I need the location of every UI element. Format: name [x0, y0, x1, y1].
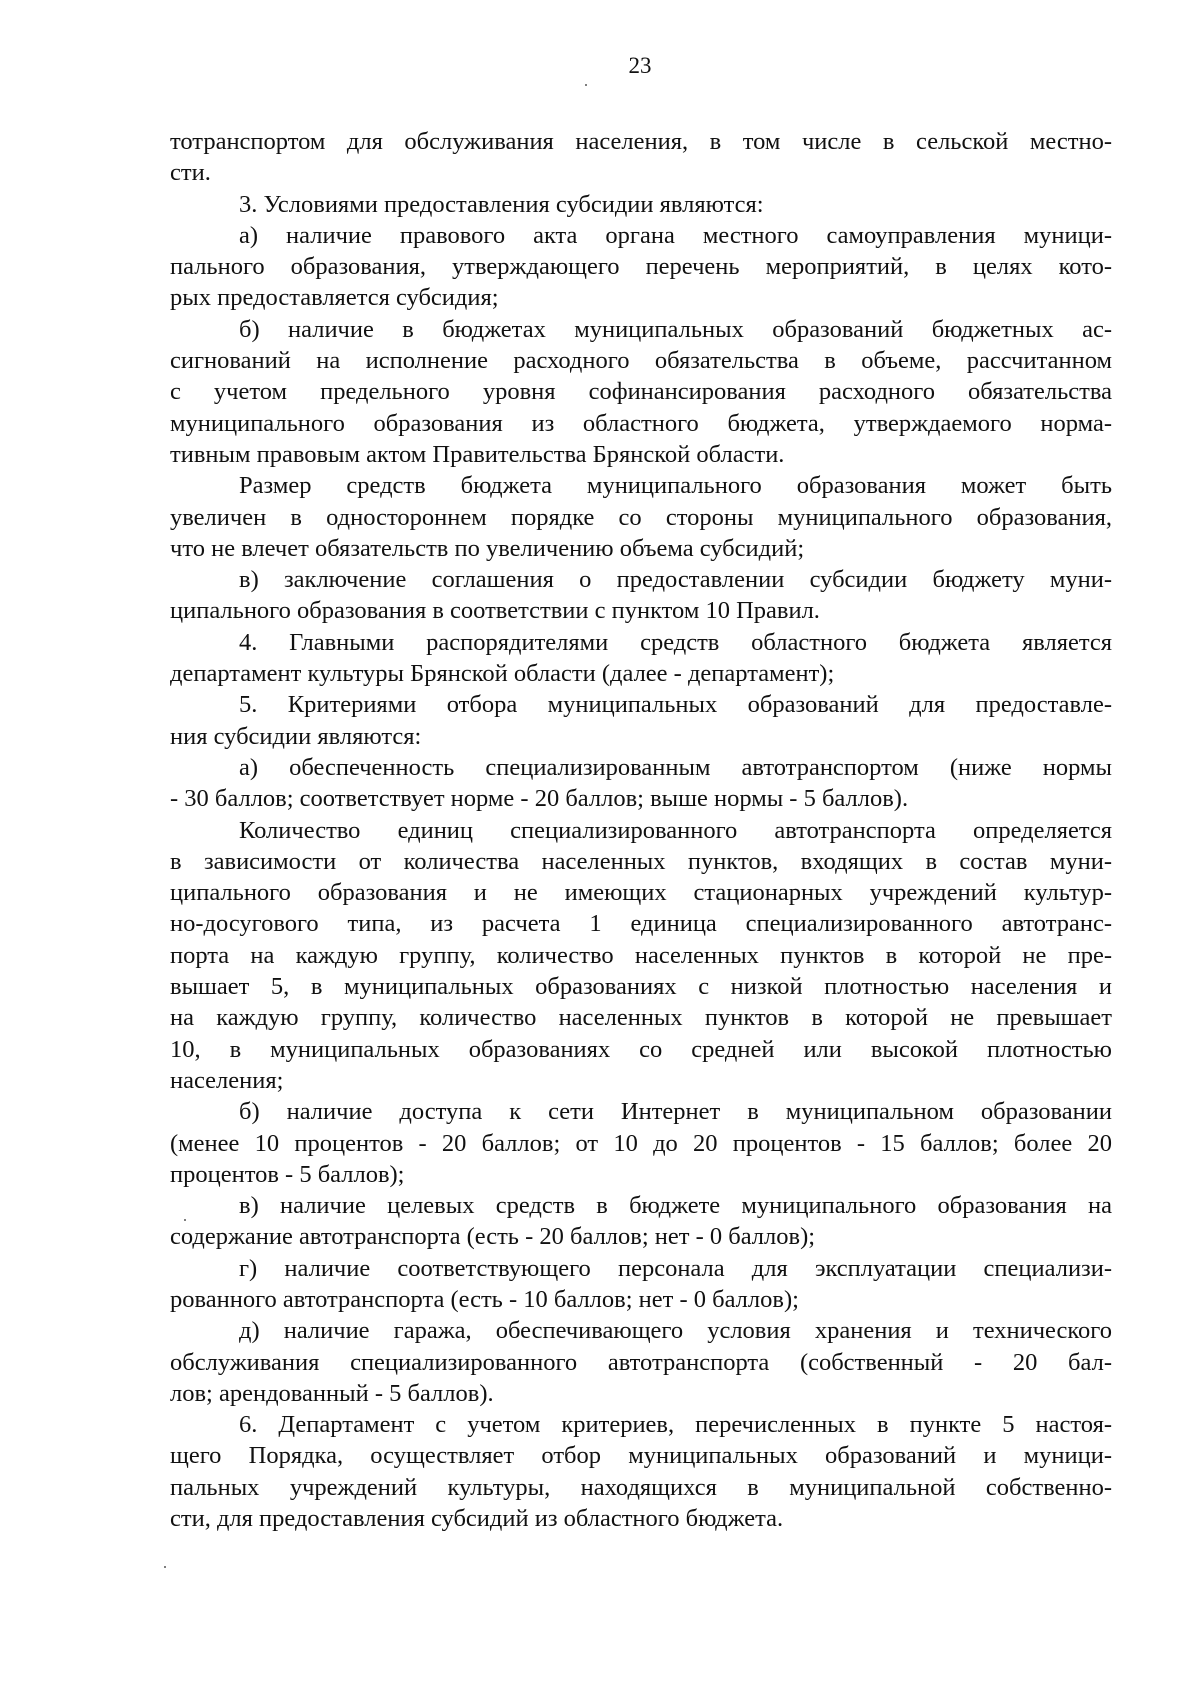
text-line: рых предоставляется субсидия;	[170, 284, 499, 312]
text-line: на каждую группу, количество населенных пунктов в которой не превышает	[170, 1004, 1112, 1032]
scan-speck	[585, 84, 587, 86]
page-number: 23	[628, 53, 652, 78]
document-body	[170, 126, 1112, 1534]
text-line: населения;	[170, 1066, 284, 1094]
text-line: обслуживания специализированного автотранспорта (собственный - 20 бал-	[170, 1348, 1112, 1376]
text-line: в) заключение соглашения о предоставлении субсидии бюджету муни-	[239, 566, 1112, 594]
text-line: содержание автотранспорта (есть - 20 баллов; нет - 0 баллов);	[170, 1223, 816, 1251]
text-line: Размер средств бюджета муниципального образования может быть	[239, 472, 1112, 500]
text-line: лов; арендованный - 5 баллов).	[170, 1379, 494, 1407]
text-line: - 30 баллов; соответствует норме - 20 баллов; выше нормы - 5 баллов).	[170, 785, 909, 813]
text-line: 3. Условиями предоставления субсидии являются:	[239, 190, 764, 218]
text-line: 4. Главными распорядителями средств областного бюджета является	[239, 628, 1112, 656]
text-line: а) обеспеченность специализированным автотранспортом (ниже нормы	[239, 753, 1112, 781]
text-line: ципального образования в соответствии с пунктом 10 Правил.	[170, 597, 820, 625]
text-line: но-досугового типа, из расчета 1 единица специализированного автотранс-	[170, 910, 1112, 938]
scan-speck	[184, 1219, 186, 1221]
text-line: пальных учреждений культуры, находящихся в муниципальной собственно-	[170, 1473, 1112, 1501]
text-line: 5. Критериями отбора муниципальных образований для предоставле-	[239, 691, 1112, 719]
text-line: сти.	[170, 159, 211, 187]
text-line: а) наличие правового акта органа местного самоуправления муници-	[239, 221, 1112, 249]
text-line: б) наличие в бюджетах муниципальных образований бюджетных ас-	[239, 315, 1112, 343]
text-line: с учетом предельного уровня софинансирования расходного обязательства	[170, 378, 1112, 406]
text-line: (менее 10 процентов - 20 баллов; от 10 до 20 процентов - 15 баллов; более 20	[170, 1129, 1112, 1157]
text-line: рованного автотранспорта (есть - 10 баллов; нет - 0 баллов);	[170, 1285, 799, 1313]
text-line: 10, в муниципальных образованиях со средней или высокой плотностью	[170, 1035, 1112, 1063]
text-line: пального образования, утверждающего перечень мероприятий, в целях кото-	[170, 253, 1112, 281]
text-line: муниципального образования из областного бюджета, утверждаемого норма-	[170, 409, 1112, 437]
text-line: тивным правовым актом Правительства Брянской области.	[170, 440, 785, 468]
text-line: процентов - 5 баллов);	[170, 1160, 405, 1188]
text-line: б) наличие доступа к сети Интернет в муниципальном образовании	[239, 1098, 1112, 1126]
text-line: увеличен в одностороннем порядке со стороны муниципального образования,	[170, 503, 1112, 531]
text-line: тотранспортом для обслуживания населения, в том числе в сельской местно-	[170, 128, 1112, 155]
text-line: в) наличие целевых средств в бюджете муниципального образования на	[239, 1192, 1112, 1220]
text-line: в зависимости от количества населенных пунктов, входящих в состав муни-	[170, 847, 1112, 875]
text-line: Количество единиц специализированного автотранспорта определяется	[239, 816, 1112, 844]
text-line: ципального образования и не имеющих стационарных учреждений культур-	[170, 879, 1112, 907]
text-line: сигнований на исполнение расходного обязательства в объеме, рассчитанном	[170, 347, 1112, 375]
text-line: вышает 5, в муниципальных образованиях с низкой плотностью населения и	[170, 973, 1112, 1001]
text-line: порта на каждую группу, количество населенных пунктов в которой не пре-	[170, 941, 1112, 969]
text-line: сти, для предоставления субсидий из областного бюджета.	[170, 1505, 784, 1533]
text-line: департамент культуры Брянской области (далее - департамент);	[170, 660, 835, 688]
text-line: ния субсидии являются:	[170, 722, 422, 750]
text-line: 6. Департамент с учетом критериев, перечисленных в пункте 5 настоя-	[239, 1411, 1112, 1439]
text-line: г) наличие соответствующего персонала для эксплуатации специализи-	[239, 1254, 1112, 1282]
text-line: щего Порядка, осуществляет отбор муниципальных образований и муници-	[170, 1442, 1112, 1470]
text-line: что не влечет обязательств по увеличению объема субсидий;	[170, 534, 805, 562]
scan-speck	[164, 1566, 166, 1568]
text-line: д) наличие гаража, обеспечивающего условия хранения и технического	[239, 1317, 1112, 1345]
